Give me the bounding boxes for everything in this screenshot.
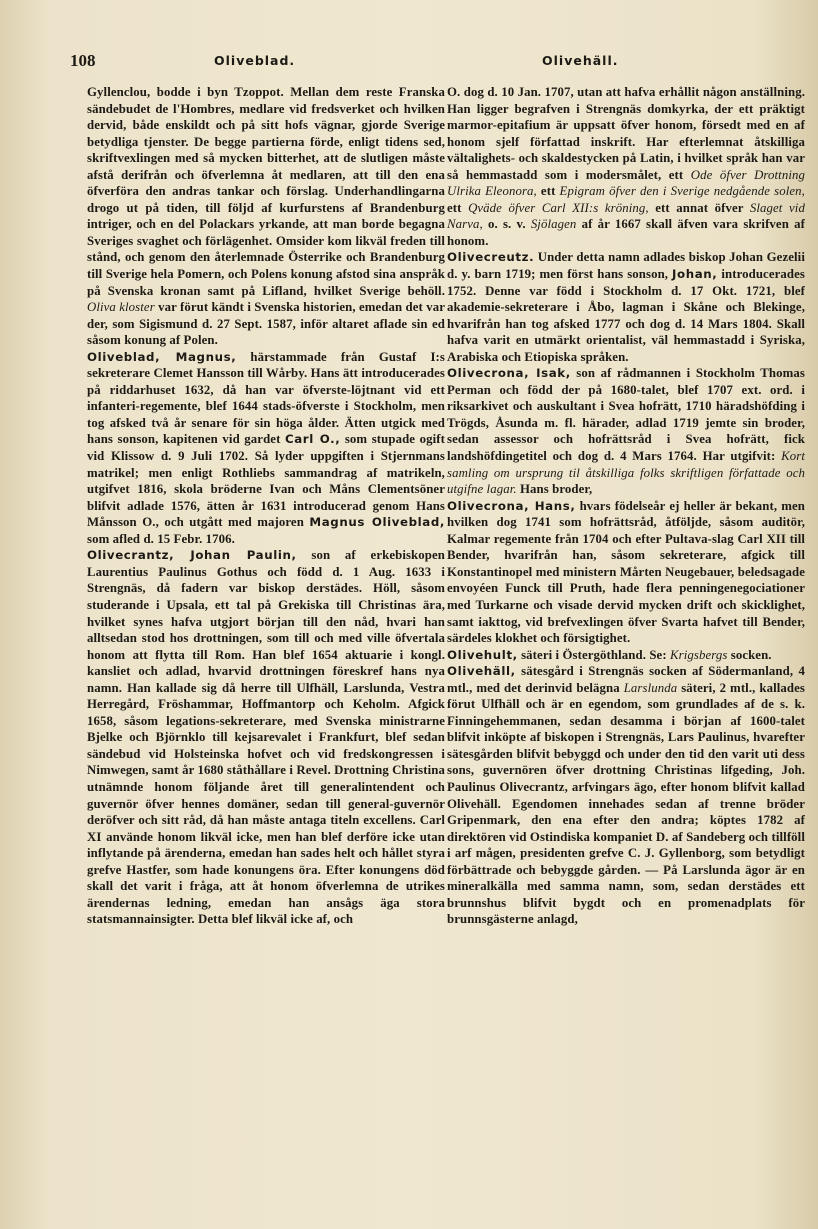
entry-oliveblad-magnus: Oliveblad, Magnus, härstammade från Gustaf I:s sekreterare Clemet Hansson till Wårby. Hans ätt introducerades på riddarhuset 1632, då han var öfverste-löjtnant vid ett infanteri-regemente, blef 1644 stads-öfverste i Stockholm, men tog afsked två år senare för sin höga ålder. Ätten utgick med hans sonson, kapitenen vid gardet Carl O., som stupade ogift vid Klissow d. 9 Juli 1702. Så lyder uppgiften i Stjernmans matrikel; men enligt Rothliebs sammandrag af matrikeln, utgifvet 1816, skola bröderne Ivan och Måns Clementsöner blifvit adlade 1576, ätten år 1631 introducerad genom Hans Månsson O., och utgått med majoren Magnus Oliveblad, som afled d. 15 Febr. 1706. [87, 349, 445, 546]
running-head-right: Olivehäll. [542, 53, 619, 68]
entry-oliva-continued: Gyllenclou, bodde i byn Tzoppot. Mellan dem reste Franska sändebudet de l'Hombres, medlare vid fredsverket och hvilken dervid, både enskildt och på sitt hofs vägnar, gjorde Sverige betydliga tjenster. De begge partierna förde, enligt tidens sed, skriftvexlingen med så mycken bitterhet, att de slutligen måste afstå derifrån och öfverlemna åt medlaren, att till den ena öfverföra den andras tankar och förslag. Underhandlingarna drogo ut på tiden, till följd af kurfurstens af Brandenburg intriger, och en del Polackars yrkande, att man borde begagna Sveriges svaghet och förlägenhet. Omsider kom likväl freden till stånd, och genom den återlemnade Österrike och Brandenburg till Sverige hela Pomern, och Polens konung afstod sina anspråk på Svenska kronan samt på Lifland, hvilket Sverige behöll. Oliva kloster var förut kändt i Svenska historien, emedan det var der, som Sigismund d. 27 Sept. 1587, inför altaret aflade sin ed såsom konung af Polen. [87, 85, 445, 348]
headword: Olivecreutz. [447, 250, 535, 265]
headword: Olivehäll, [447, 664, 516, 679]
page-header [0, 0, 818, 80]
headword: Oliveblad, Magnus, [87, 349, 237, 364]
entry-olivecrona-isak: Olivecrona, Isak, son af rådmannen i Stockholm Thomas Perman och född der på 1680-talet, blef 1707 ext. ord. i riksarkivet och auskultant i Svea hofrätt, 1710 häradshöfding i Trögds, Åsunda m. fl. härader, adlad 1719 jemte sin broder, sedan assessor och hofrättsråd i Svea hofrätt, fick landshöfdingetitel och dog d. 4 Mars 1764. Har utgifvit: Kort samling om ursprung til åtskilliga folks skriftligen författade och utgifne lagar. Hans broder, [447, 366, 805, 497]
entry-olivecrantz-continued: O. dog d. 10 Jan. 1707, utan att hafva erhållit någon anställning. Han ligger begrafven i Strengnäs domkyrka, der ett präktigt marmor-epitafium är uppsatt öfver honom, försedt med en af honom sjelf författad inskrift. Har efterlemnat åtskilliga vältalighets- och skaldestycken på Latin, i hvilket språk han var så hemmastadd som i modersmålet, ett Ode öfver Drottning Ulrika Eleonora, ett Epigram öfver den i Sverige nedgående solen, ett Qväde öfver Carl XII:s kröning, ett annat öfver Slaget vid Narva, o. s. v. Sjölagen af år 1667 skall äfven vara skrifven af honom. [447, 85, 805, 248]
left-column [87, 84, 445, 928]
entry-olivehall: Olivehäll, sätesgård i Strengnäs socken af Södermanland, 4 mtl., med det derinvid belägna Larslunda säteri, 2 mtl., kallades förut Ulfhäll och är en egendom, som grundlades af de s. k. Finningehemmanen, sedan desamma i början af 1600-talet blifvit inköpte af biskopen i Strengnäs, Lars Paulinus, hvarefter sätesgården blifvit bebyggd och under den tid den varit uti dess sons, guvernören öfver drottning Christinas lifgeding, Joh. Paulinus Olivecrantz, arfvingars ägo, efter honom blifvit kallad Olivehäll. Egendomen innehades sedan af trenne bröder Gripenmark, den ena efter den andra; köptes 1782 af direktören vid Ostindiska kompaniet D. af Sandeberg och tillföll i arf mågen, presidenten grefve C. J. Gyllenborg, som betydligt förbättrade och bebyggde gården. — På Larslunda ägor är en mineralkälla med samma namn, som, sedan derstädes ett brunnshus blifvit bygdt och en promenadplats för brunnsgästerne anlagd, [447, 664, 805, 927]
running-head-left: Oliveblad. [214, 53, 296, 68]
headword: Olivecrantz, Johan Paulin, [87, 548, 297, 563]
entry-olivecreutz: Olivecreutz. Under detta namn adlades biskop Johan Gezelii d. y. barn 1719; men först hans sonson, Johan, introducerades 1752. Denne var född i Stockholm d. 17 Okt. 1721, blef akademie-sekreterare i Åbo, lagman i Skåne och Blekinge, hvarifrån han tog afsked 1777 och dog d. 14 Mars 1804. Skall hafva varit en utmärkt orientalist, väl hemmastadd i Syriska, Arabiska och Etiopiska språken. [447, 250, 805, 364]
page-number: 108 [70, 51, 96, 70]
headword: Olivecrona, Hans, [447, 498, 576, 513]
headword: Olivecrona, Isak, [447, 366, 571, 381]
headword: Olivehult, [447, 647, 518, 662]
entry-olivehult: Olivehult, säteri i Östergöthland. Se: Krigsbergs socken. [447, 647, 772, 662]
entry-olivecrantz-johan-paulin: Olivecrantz, Johan Paulin, son af erkebiskopen Laurentius Paulinus Gothus och född d. 1 Aug. 1633 i Strengnäs, då fadern var biskop derstädes. Höll, såsom studerande i Upsala, ett tal på Grekiska till Christinas ära, hvilket synes hafva utgjort början till den nåd, hvari han alltsedan stod hos drottningen, som till och med ville öfvertala honom att flytta till Rom. Han blef 1654 aktuarie i kongl. kansliet och adlad, hvarvid drottningen föreskref hans nya namn. Han kallade sig då herre till Ulfhäll, Larslunda, Vestra Herregård, Fröshammar, Hoffmantorp och Keholm. Afgick 1658, såsom legations-sekreterare, med Svenska ministrarne Bjelke och Björnklo till kejsarevalet i Frankfurt, blef sedan sändebud vid Holsteinska hofvet och vid fredskongressen i Nimwegen, samt år 1680 ståthållare i Revel. Drottning Christina utnämnde honom följande året till generalintendent och guvernör öfver hennes domäner, sedan till general-guvernör deröfver och sitt råd, då han måste antaga titeln excellens. Carl XI använde honom likväl icke, men han blef derföre icke utan inflytande på ärenderna, emedan han sades helt och hållet styra grefve Hastfer, som hade konungens öra. Efter konungens död skall det varit i fråga, att åt honom öfverlemna de utrikes ärendernas ledning, emedan han ansågs äga stora statsmannainsigter. Detta blef likväl icke af, och [87, 548, 445, 927]
right-column [447, 84, 805, 928]
entry-olivecrona-hans: Olivecrona, Hans, hvars födelseår ej heller är bekant, men hvilken dog 1741 som hofrättsråd, åtföljde, såsom auditör, Kalmar regemente från 1704 och efter Pultava-slag Carl XII till Bender, hvarifrån han, såsom sekreterare, afgick till Konstantinopel med ministern Mårten Neugebauer, beledsagade envoyéen Funck till Pruth, hade flera penningenegociationer med Turkarne och visade dervid mycken drift och skicklighet, samt iakttog, vid brefvexlingen öfver Svarta hafvet till Bender, särdeles klokhet och försigtighet. [447, 498, 805, 646]
